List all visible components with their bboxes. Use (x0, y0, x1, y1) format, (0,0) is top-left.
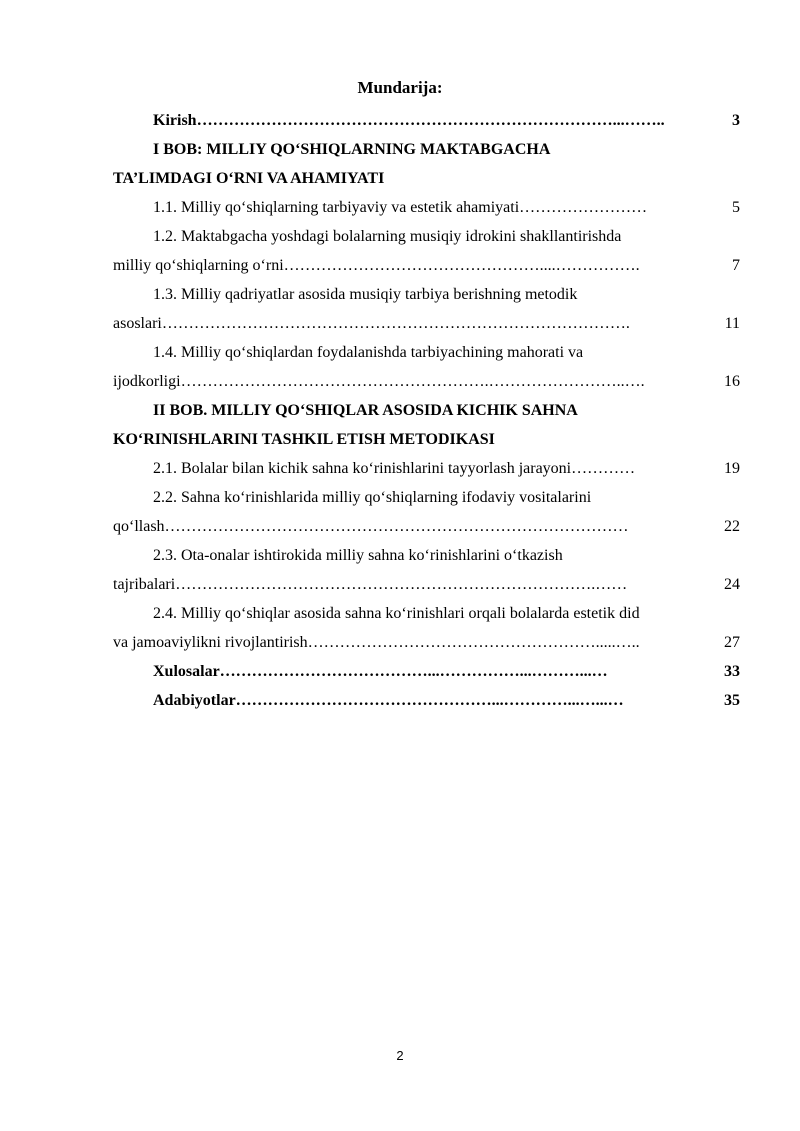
toc-title: Mundarija: (357, 78, 443, 97)
toc-entry (113, 686, 740, 715)
toc-entry (113, 222, 740, 280)
toc-entry-text: Adabiyotlar (153, 692, 236, 709)
toc-entry-text: Kirish (153, 112, 197, 129)
toc-entry (113, 657, 740, 686)
toc-entry-line (113, 367, 740, 396)
table-of-contents (113, 106, 740, 715)
toc-entry-text: milliy qo‘shiqlarning o‘rni (113, 257, 284, 274)
toc-entry-text: I BOB: MILLIY QO‘SHIQLARNING MAKTABGACHA (153, 141, 551, 158)
toc-page-number: 11 (724, 315, 740, 332)
toc-leader-dots: ………………………………………………….……………………..…. (180, 373, 645, 390)
toc-leader-dots: ……………………………………………………………………...…….. (196, 112, 665, 129)
page-number: 2 (396, 1048, 404, 1063)
toc-entry-line (113, 193, 740, 222)
toc-entry (113, 280, 740, 338)
toc-entry (113, 135, 740, 193)
toc-page-number: 16 (724, 373, 740, 390)
toc-entry-line (113, 454, 740, 483)
toc-leader-dots: …………………………………………...…………...…...… (235, 692, 624, 709)
toc-entry-text: 1.3. Milliy qadriyatlar asosida musiqiy tarbiya berishning metodik (153, 286, 578, 303)
toc-page-number: 22 (724, 518, 740, 535)
toc-entry-line (113, 570, 740, 599)
toc-entry-text: 2.1. Bolalar bilan kichik sahna ko‘rinishlarini tayyorlash jarayoni (153, 460, 572, 477)
toc-entry-text: 1.4. Milliy qo‘shiqlardan foydalanishda tarbiyachining mahorati va (153, 344, 584, 361)
toc-leader-dots: …………………………………...……………...………...… (219, 663, 608, 680)
toc-entry (113, 454, 740, 483)
toc-leader-dots: ……………………………………………………………………………. (161, 315, 630, 332)
toc-entry-text: 1.2. Maktabgacha yoshdagi bolalarning musiqiy idrokini shakllantirishda (153, 228, 622, 245)
toc-leader-dots: …………………………………………………………………….…… (175, 576, 628, 593)
toc-page-number: 7 (732, 257, 740, 274)
toc-entry-text: 1.1. Milliy qo‘shiqlarning tarbiyaviy va estetik ahamiyati (153, 199, 520, 216)
toc-entry-line (113, 657, 740, 686)
toc-entry (113, 541, 740, 599)
toc-entry (113, 396, 740, 454)
toc-entry-line (113, 628, 740, 657)
toc-entry-text: Xulosalar (153, 663, 220, 680)
toc-entry-text: asoslari (113, 315, 162, 332)
toc-entry-text: 2.3. Ota-onalar ishtirokida milliy sahna ko‘rinishlarini o‘tkazish (153, 547, 563, 564)
toc-entry-text: KO‘RINISHLARINI TASHKIL ETISH METODIKASI (113, 431, 495, 448)
toc-entry-text: TA’LIMDAGI O‘RNI VA AHAMIYATI (113, 170, 385, 187)
toc-page-number: 19 (724, 460, 740, 477)
toc-entry-line (113, 686, 740, 715)
toc-entry (113, 193, 740, 222)
toc-page-number: 5 (732, 199, 740, 216)
toc-entry (113, 106, 740, 135)
toc-leader-dots: …………………… (519, 199, 648, 216)
toc-entry-text: ijodkorligi (113, 373, 181, 390)
toc-leader-dots: …………………………………………………………………………… (164, 518, 629, 535)
toc-entry-line (113, 106, 740, 135)
toc-page-number: 24 (724, 576, 740, 593)
toc-entry-text: va jamoaviylikni rivojlantirish (113, 634, 308, 651)
toc-entry-text: 2.2. Sahna ko‘rinishlarida milliy qo‘shiqlarning ifodaviy vositalarini (153, 489, 592, 506)
toc-entry (113, 483, 740, 541)
toc-entry-line (113, 251, 740, 280)
toc-entry-text: 2.4. Milliy qo‘shiqlar asosida sahna ko‘rinishlari orqali bolalarda estetik did (153, 605, 640, 622)
toc-page-number: 3 (732, 112, 740, 129)
toc-entry-line (113, 309, 740, 338)
toc-entry (113, 338, 740, 396)
toc-leader-dots: …………………………………………....……………. (283, 257, 640, 274)
toc-leader-dots: ……………………………………………….....….. (307, 634, 640, 651)
toc-leader-dots: ………… (571, 460, 636, 477)
toc-entry (113, 599, 740, 657)
toc-entry-line (113, 512, 740, 541)
toc-page-number: 33 (724, 663, 740, 680)
toc-entry-text: qo‘llash (113, 518, 165, 535)
toc-page-number: 27 (724, 634, 740, 651)
toc-entry-text: tajribalari (113, 576, 176, 593)
toc-entry-text: II BOB. MILLIY QO‘SHIQLAR ASOSIDA KICHIK SAHNA (153, 402, 578, 419)
toc-page-number: 35 (724, 692, 740, 709)
